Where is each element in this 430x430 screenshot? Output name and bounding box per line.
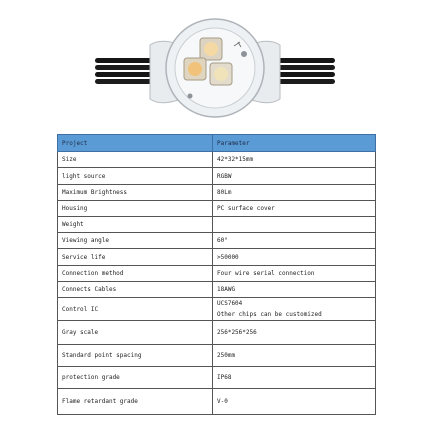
row-label-cables: Connects Cables	[58, 282, 213, 298]
row-value-brightness: 80Lm	[213, 185, 376, 201]
row-label-control-ic: Control IC	[58, 298, 213, 321]
row-label-light-source: light source	[58, 168, 213, 185]
row-value-service-life: >50000	[213, 249, 376, 266]
table-row	[58, 321, 376, 345]
table-row	[58, 168, 376, 185]
row-label-brightness: Maximum Brightness	[58, 185, 213, 201]
row-label-service-life: Service life	[58, 249, 213, 266]
row-value-point-spacing: 250mm	[213, 345, 376, 367]
row-label-connection: Connection method	[58, 266, 213, 282]
table-row	[58, 152, 376, 168]
row-label-protection: protection grade	[58, 367, 213, 389]
row-label-viewing-angle: Viewing angle	[58, 233, 213, 249]
header-project: Project	[58, 135, 213, 152]
row-value-light-source: RGBW	[213, 168, 376, 185]
led-chip-right	[210, 63, 232, 85]
spec-table	[57, 134, 376, 415]
row-label-gray-scale: Gray scale	[58, 321, 213, 345]
row-value-cables: 18AWG	[213, 282, 376, 298]
led-chip-top	[200, 38, 222, 60]
row-value-weight	[213, 217, 376, 233]
header-parameter: Parameter	[213, 135, 376, 152]
row-label-size: Size	[58, 152, 213, 168]
row-value-connection: Four wire serial connection	[213, 266, 376, 282]
table-row	[58, 185, 376, 201]
row-value-protection: IP68	[213, 367, 376, 389]
control-ic-note: Other chips can be customized	[217, 311, 322, 318]
row-value-flame: V-0	[213, 389, 376, 415]
row-value-viewing-angle: 60°	[213, 233, 376, 249]
control-ic-value: UCS7604	[217, 300, 243, 307]
table-row	[58, 298, 376, 321]
row-label-point-spacing: Standard point spacing	[58, 345, 213, 367]
table-row	[58, 266, 376, 282]
table-header-row	[58, 135, 376, 152]
row-value-size: 42*32*15mm	[213, 152, 376, 168]
led-pixel-product-photo	[0, 0, 430, 128]
table-row	[58, 217, 376, 233]
table-row	[58, 367, 376, 389]
table-row	[58, 345, 376, 367]
row-value-control-ic	[213, 298, 376, 321]
table-row	[58, 282, 376, 298]
led-chip-left	[184, 58, 206, 80]
table-row	[58, 233, 376, 249]
row-value-gray-scale: 256*256*256	[213, 321, 376, 345]
table-row	[58, 249, 376, 266]
row-label-weight: Weight	[58, 217, 213, 233]
row-label-housing: Housing	[58, 201, 213, 217]
row-label-flame: Flame retardant grade	[58, 389, 213, 415]
table-row	[58, 201, 376, 217]
table-row	[58, 389, 376, 415]
row-value-housing: PC surface cover	[213, 201, 376, 217]
